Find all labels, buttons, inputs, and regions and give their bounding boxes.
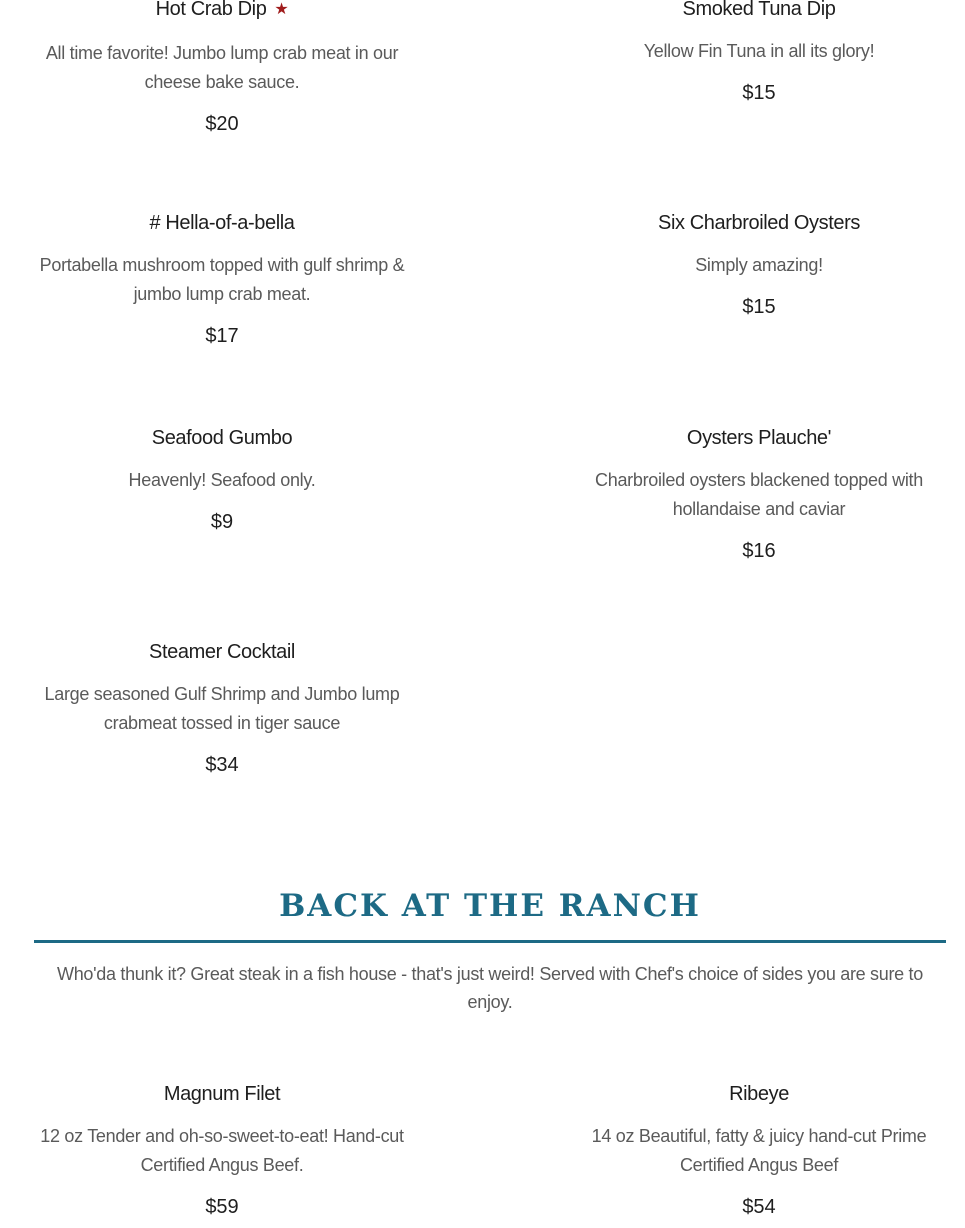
item-description: Simply amazing! — [695, 255, 823, 275]
menu-item-smoked-tuna-dip — [570, 0, 948, 105]
item-name: Seafood Gumbo — [151, 427, 293, 449]
item-price: $15 — [742, 82, 776, 104]
section-divider — [34, 940, 946, 943]
item-description: Heavenly! Seafood only. — [128, 470, 316, 490]
menu-item-magnum-filet — [32, 1082, 412, 1219]
item-price: $15 — [742, 296, 776, 318]
item-name: Smoked Tuna Dip — [682, 0, 836, 20]
item-description: 12 oz Tender and oh-so-sweet-to-eat! Hand-cut Certified Angus Beef. — [40, 1126, 404, 1175]
item-name: Steamer Cocktail — [149, 641, 295, 663]
section-intro: Who'da thunk it? Great steak in a fish house - that's just weird! Served with Chef's choice of sides you are sure to enjoy. — [57, 964, 923, 1012]
item-price: $20 — [205, 113, 239, 135]
menu-item-hot-crab-dip — [32, 0, 412, 136]
item-name: # Hella-of-a-bella — [149, 212, 295, 234]
item-name: Hot Crab Dip ★ — [155, 0, 289, 20]
item-price: $16 — [742, 540, 776, 562]
star-icon: ★ — [274, 1, 289, 18]
item-name: Magnum Filet — [163, 1083, 281, 1105]
item-name: Six Charbroiled Oysters — [658, 212, 860, 234]
item-price: $17 — [205, 325, 239, 347]
item-price: $34 — [205, 754, 239, 776]
item-description: Charbroiled oysters blackened topped with hollandaise and caviar — [595, 470, 923, 519]
item-price: $54 — [742, 1196, 776, 1218]
item-name: Ribeye — [729, 1083, 789, 1105]
item-description: Portabella mushroom topped with gulf shrimp & jumbo lump crab meat. — [39, 255, 405, 304]
menu-item-six-charbroiled-oysters — [570, 211, 948, 319]
menu-item-oysters-plauche — [570, 426, 948, 563]
menu-item-seafood-gumbo — [32, 426, 412, 534]
menu-item-steamer-cocktail — [32, 640, 412, 777]
item-price: $59 — [205, 1196, 239, 1218]
item-description: All time favorite! Jumbo lump crab meat in our cheese bake sauce. — [45, 43, 399, 92]
menu-item-hella-of-a-bella — [32, 211, 412, 348]
menu-item-ribeye — [570, 1082, 948, 1219]
item-description: Large seasoned Gulf Shrimp and Jumbo lump crabmeat tossed in tiger sauce — [44, 684, 400, 733]
item-name: Oysters Plauche' — [686, 427, 832, 449]
item-price: $9 — [210, 511, 234, 533]
item-description: Yellow Fin Tuna in all its glory! — [643, 41, 875, 61]
section-title: BACK AT THE RANCH — [279, 888, 701, 924]
item-description: 14 oz Beautiful, fatty & juicy hand-cut Prime Certified Angus Beef — [591, 1126, 927, 1175]
